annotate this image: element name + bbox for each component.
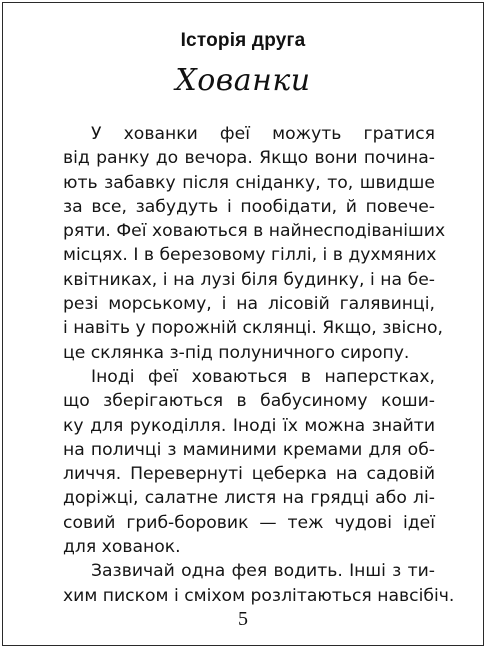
book-page: [2, 2, 484, 646]
text-line: за все, забудуть і пообідати, й повече-: [63, 196, 435, 217]
text-line: ку для рукоділля. Іноді їх можна знайти: [63, 415, 435, 436]
text-line: ряти. Феї ховаються в найнесподіваніших: [63, 221, 446, 242]
text-line: ють забавку після сніданку, то, швидше: [63, 172, 435, 193]
text-line: резі морському, і на лісовій галявинці,: [63, 294, 435, 315]
text-line: для хованок.: [63, 537, 181, 558]
text-line: совий гриб-боровик — теж чудові ідеї: [63, 512, 435, 533]
text-line: на поличці з маминими кремами для об-: [63, 439, 435, 460]
text-line: У хованки феї можуть гратися: [91, 124, 435, 144]
text-line: і навіть у порожній склянці. Якщо, звісно,: [63, 318, 443, 339]
story-title: Хованки: [175, 63, 311, 98]
text-line: Іноді феї ховаються в наперстках,: [91, 366, 435, 387]
page-number: 5: [238, 608, 248, 630]
text-line: від ранку до вечора. Якщо вони почина-: [63, 148, 435, 169]
text-line: що зберігаються в бабусиному коши-: [63, 391, 435, 412]
story-subtitle: Історія друга: [180, 30, 306, 51]
text-line: це склянка з-під полуничного сиропу.: [63, 342, 410, 363]
text-line: хим писком і сміхом розлітаються навсібіч.: [63, 585, 455, 606]
story-text: [63, 122, 455, 608]
text-line: доріжці, салатне листя на грядці або лі-: [63, 488, 435, 509]
text-line: квітниках, і на лузі біля будинку, і на бе-: [63, 269, 435, 290]
text-line: Зазвичай одна фея водить. Інші з ти-: [91, 561, 435, 582]
text-line: місцях. І в березовому гіллі, і в духмяних: [63, 245, 437, 266]
text-line: личчя. Перевернуті цеберка на садовій: [63, 464, 435, 485]
